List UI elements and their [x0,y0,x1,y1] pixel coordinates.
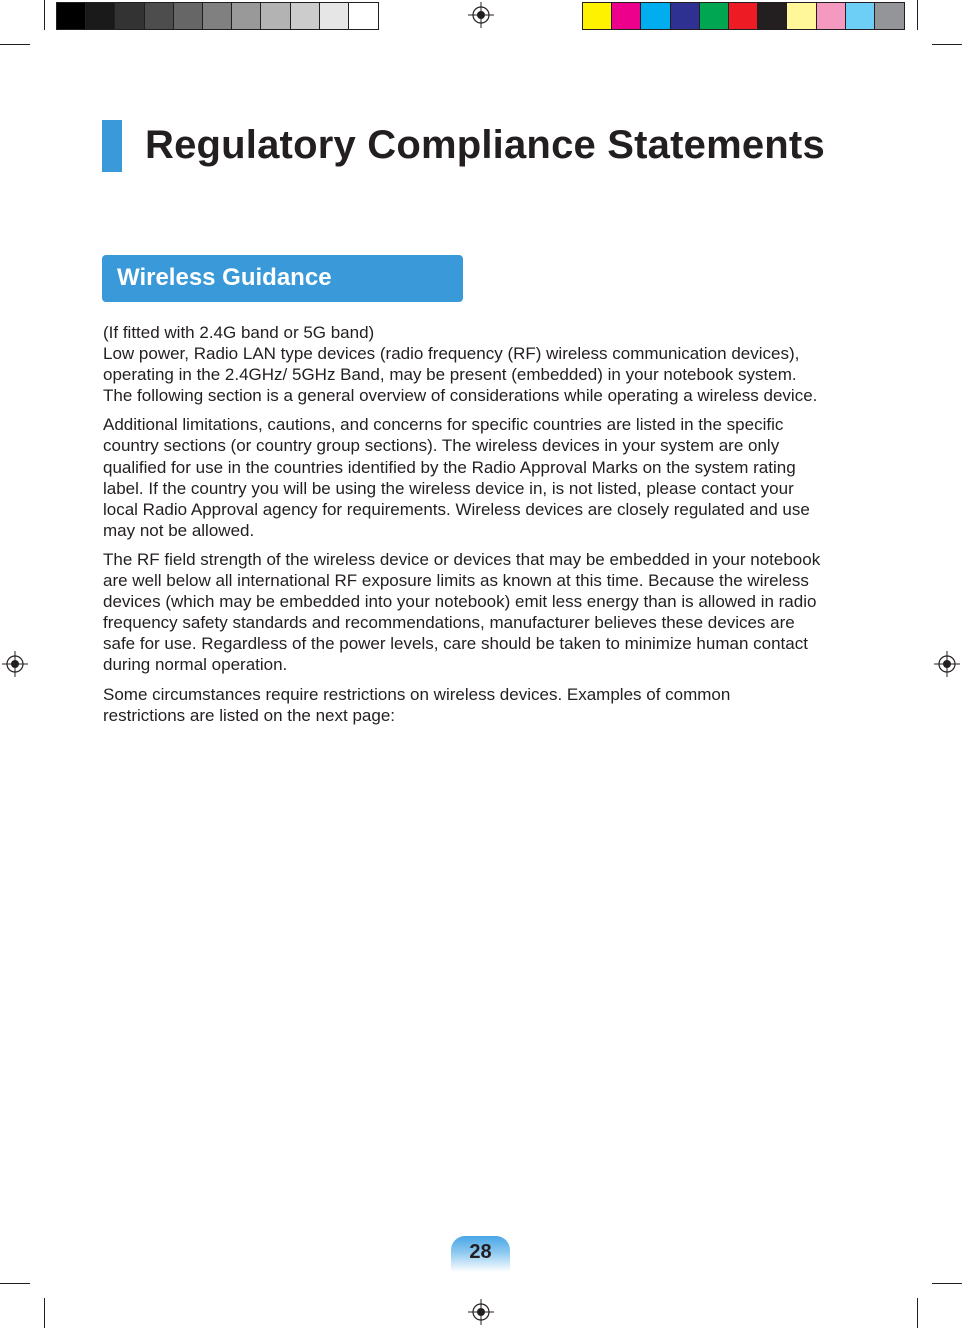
crop-mark [917,1298,918,1328]
body-text [103,322,863,734]
color-swatch [846,3,875,29]
color-swatch [641,3,670,29]
color-swatch [700,3,729,29]
text-line: restrictions are listed on the next page: [103,705,395,725]
text-line: Some circumstances require restrictions on wireless devices. Examples of common [103,684,731,704]
text-line: local Radio Approval agency for requirements. Wireless devices are closely regulated and use [103,499,810,519]
text-line: country sections (or country group sections). The wireless devices in your system are only [103,436,780,456]
text-line: The following section is a general overview of considerations while operating a wireless device. [103,386,818,406]
crop-mark [932,1283,962,1284]
color-swatch [758,3,787,29]
text-line: (If fitted with 2.4G band or 5G band) [103,323,375,342]
color-swatch [875,3,904,29]
text-line: The RF field strength of the wireless device or devices that may be embedded in your notebook [103,549,821,569]
crop-mark [44,1298,45,1328]
color-swatch [203,3,232,29]
registration-mark-icon [2,651,28,677]
page-number: 28 [469,1241,492,1263]
text-line: operating in the 2.4GHz/ 5GHz Band, may be present (embedded) in your notebook system. [103,365,797,385]
color-swatch [261,3,290,29]
section-header [102,255,463,302]
registration-mark-icon [934,651,960,677]
color-swatch [291,3,320,29]
color-swatch [729,3,758,29]
crop-mark [917,0,918,30]
text-line: qualified for use in the countries identified by the Radio Approval Marks on the system rating [103,457,796,477]
crop-mark [0,1283,30,1284]
color-swatch [349,3,378,29]
color-swatch [174,3,203,29]
page-number-tab [451,1236,510,1272]
paragraph [103,414,863,541]
text-line: label. If the country you will be using the wireless device in, is not listed, please contact your [103,478,794,498]
text-line: frequency safety standards and recommendations, manufacturer believes these devices are [103,613,795,633]
registration-mark-icon [468,1299,494,1325]
color-swatch [115,3,144,29]
title-accent-bar [102,120,122,172]
color-calibration-bar [582,2,905,30]
crop-mark [44,0,45,30]
text-line: may not be allowed. [103,520,255,540]
text-line: during normal operation. [103,655,288,675]
color-swatch [57,3,86,29]
crop-mark [932,44,962,45]
color-swatch [612,3,641,29]
paragraph [103,549,863,676]
text-line: safe for use. Regardless of the power levels, care should be taken to minimize human contact [103,634,808,654]
color-swatch [817,3,846,29]
color-swatch [320,3,349,29]
paragraph [103,322,863,406]
color-swatch [145,3,174,29]
page-title: Regulatory Compliance Statements [145,123,825,167]
color-swatch [787,3,816,29]
color-swatch [86,3,115,29]
color-swatch [232,3,261,29]
text-line: are well below all international RF exposure limits as known at this time. Because the wireless [103,571,809,591]
section-title: Wireless Guidance [117,264,332,291]
text-line: Additional limitations, cautions, and concerns for specific countries are listed in the specific [103,415,784,435]
text-line: Low power, Radio LAN type devices (radio frequency (RF) wireless communication devices), [103,344,800,364]
color-swatch [671,3,700,29]
crop-mark [0,44,30,45]
grayscale-calibration-bar [56,2,379,30]
paragraph [103,684,863,726]
registration-mark-icon [468,2,494,28]
color-swatch [583,3,612,29]
text-line: devices (which may be embedded into your notebook) emit less energy than is allowed in radio [103,592,817,612]
